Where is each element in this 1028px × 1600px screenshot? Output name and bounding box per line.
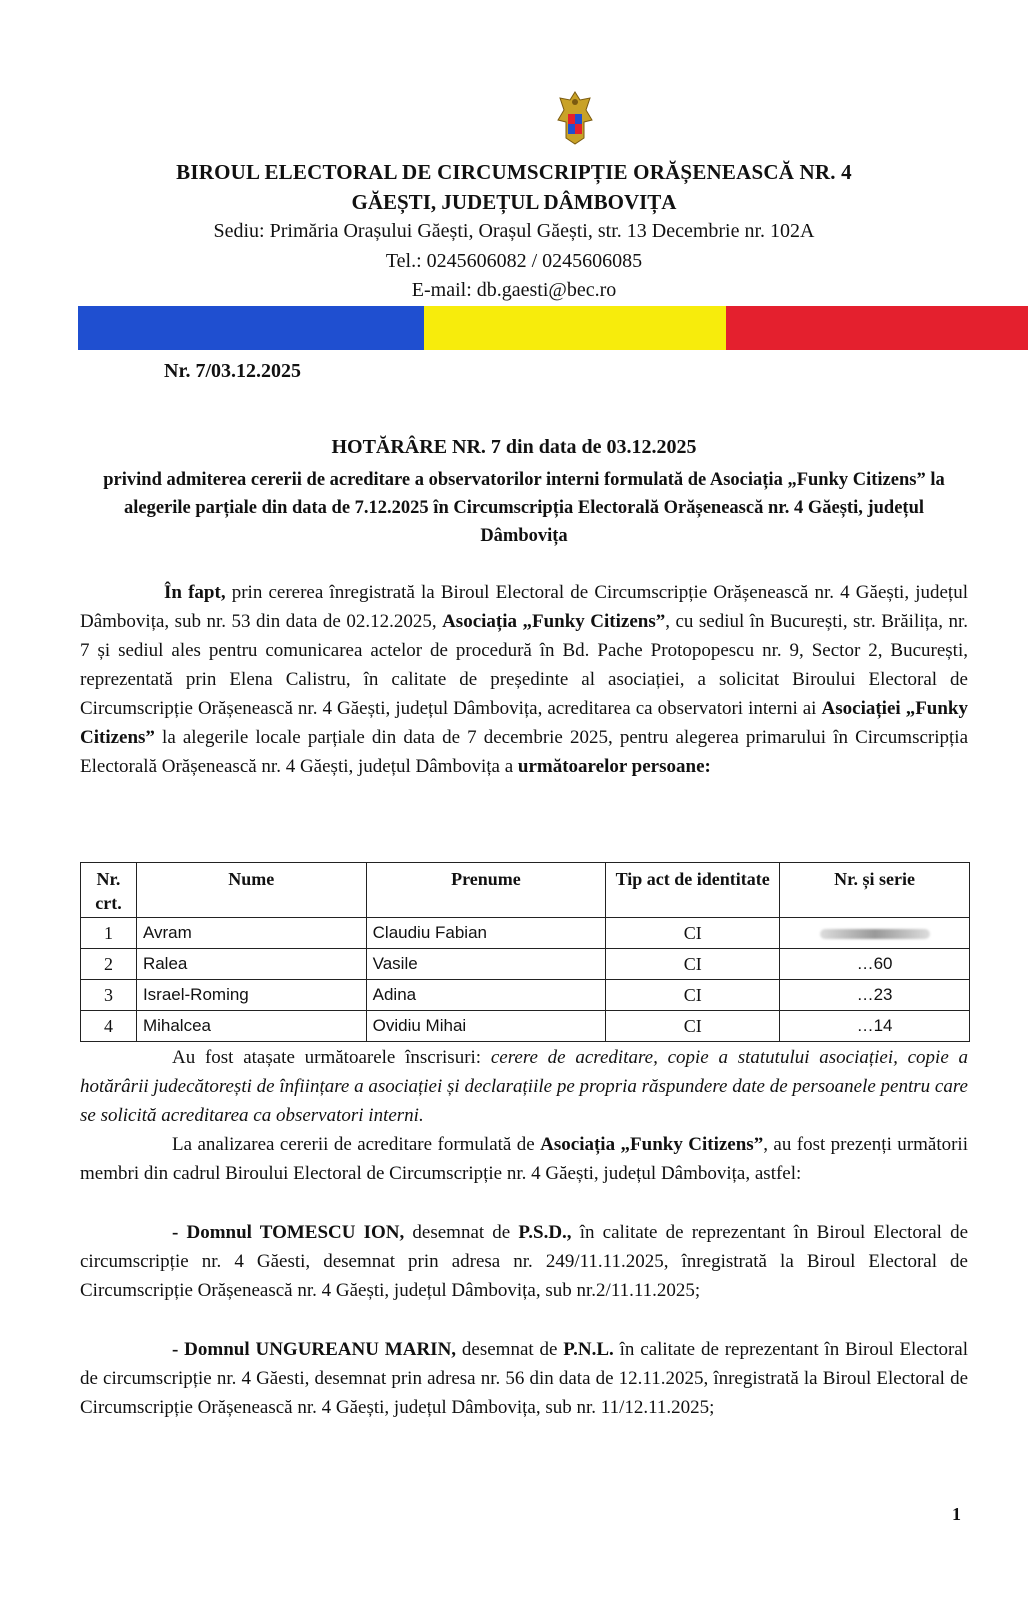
text: La analizarea cererii de acreditare formulată de (172, 1134, 541, 1155)
cell-prenume: Ovidiu Mihai (366, 1011, 606, 1042)
cell-serie-redacted: …60 (780, 949, 970, 980)
col-header-tip: Tip act de identitate (606, 863, 780, 918)
text: Au fost atașate următoarele înscrisuri: (172, 1047, 491, 1068)
header-institution-line1: BIROUL ELECTORAL DE CIRCUMSCRIPȚIE ORĂȘENEASCĂ NR. 4 (176, 160, 852, 184)
cell-tip: CI (606, 980, 780, 1011)
cell-prenume: Claudiu Fabian (366, 918, 606, 949)
document-number: Nr. 7/03.12.2025 (164, 360, 302, 382)
table-row (81, 949, 970, 980)
table-row (81, 918, 970, 949)
header-address: Sediu: Primăria Orașului Găești, Orașul Găești, str. 13 Decembrie nr. 102A (213, 220, 815, 242)
col-header-nume: Nume (136, 863, 366, 918)
col-header-prenume: Prenume (366, 863, 606, 918)
member-name: - Domnul UNGUREANU MARIN, (172, 1339, 457, 1360)
cell-prenume: Adina (366, 980, 606, 1011)
lead-text: În fapt, (164, 582, 226, 603)
cell-nume: Ralea (136, 949, 366, 980)
cell-nr: 3 (81, 980, 137, 1011)
text: prin cererea înregistrată la Biroul Electoral de Circumscripție Orășenească nr. 4 Găești, județul Dâmbovița, sub nr. 53 din data de 02.12.2025, (80, 582, 968, 632)
text: la alegerile locale parțiale din data de 7 decembrie 2025, pentru alegerea primarului în Circumscripția Electorală Orășenească nr. 4 Găești, județul Dâmbovița a (80, 727, 968, 777)
romanian-coat-of-arms-icon (556, 90, 594, 146)
member-name: - Domnul TOMESCU ION, (172, 1222, 405, 1243)
col-header-serie: Nr. și serie (780, 863, 970, 918)
party-name: P.S.D., (518, 1222, 572, 1243)
cell-prenume: Vasile (366, 949, 606, 980)
text: în calitate de reprezentant în Biroul Electoral de circumscripție nr. 4 Găesti, desemnat prin adresa nr. 56 din data de 12.11.2025, înregistrată la Biroul Electoral de Circumscripție Orășenească nr. 4 Găești, județul Dâmbovița, sub nr. 11/12.11.2025; (80, 1339, 969, 1418)
cell-nume: Mihalcea (136, 1011, 366, 1042)
association-name: Asociației „Funky Citizens” (80, 698, 969, 748)
decision-subtitle: privind admiterea cererii de acreditare a observatorilor interni formulată de Asociația „Funky Citizens” la alegerile parțiale din data de 7.12.2025 în Circumscripția Electorală Orășenească nr. 4 Găești, județul Dâmbovița (103, 470, 945, 546)
col-header-nr: Nr. crt. (81, 863, 137, 918)
table-row (81, 980, 970, 1011)
observers-table (80, 862, 970, 1042)
association-name: Asociația „Funky Citizens” (540, 1134, 764, 1155)
text: desemnat de (456, 1339, 564, 1360)
cell-nr: 2 (81, 949, 137, 980)
flag-stripe-yellow (424, 306, 726, 350)
header-phone: Tel.: 0245606082 / 0245606085 (385, 250, 643, 272)
paragraph-facts (80, 578, 968, 781)
cell-nr: 4 (81, 1011, 137, 1042)
paragraph-attachments (80, 1043, 968, 1130)
cell-serie-redacted: …23 (780, 980, 970, 1011)
table-row (81, 1011, 970, 1042)
association-name: Asociația „Funky Citizens” (442, 611, 666, 632)
header-email: E-mail: db.gaesti@bec.ro (411, 279, 617, 301)
decision-title: HOTĂRÂRE NR. 7 din data de 03.12.2025 (331, 436, 697, 458)
cell-tip: CI (606, 949, 780, 980)
paragraph-members-present (80, 1130, 968, 1188)
flag-stripe-blue (78, 306, 424, 350)
cell-serie-redacted: …14 (780, 1011, 970, 1042)
cell-nr: 1 (81, 918, 137, 949)
text: în calitate de reprezentant în Biroul Electoral de circumscripție nr. 4 Găesti, desemnat prin adresa nr. 249/11.11.2025, înregistrată la Biroul Electoral de Circumscripție Orășenească nr. 4 Găești, județul Dâmbovița, sub nr.2/11.11.2025; (80, 1222, 969, 1301)
text: , cu sediul în București, str. Brăilița, nr. 7 și sediul ales pentru comunicarea actelor de procedură în Bd. Pache Protopopescu nr. 9, Sector 2, București, reprezentată prin Elena Calistru, în calitate de președinte al asociației, a solicitat Biroului Electoral de Circumscripție Orășenească nr. 4 Găești, județul Dâmbovița, acreditarea ca observatori interni ai (80, 611, 968, 719)
cell-tip: CI (606, 918, 780, 949)
page-number: 1 (952, 1504, 961, 1524)
table-header-row (81, 863, 970, 918)
text: desemnat de (404, 1222, 519, 1243)
cell-tip: CI (606, 1011, 780, 1042)
party-name: P.N.L. (563, 1339, 614, 1360)
text: , au fost prezenți următorii membri din cadrul Biroului Electoral de Circumscripție nr. 4 Găești, județul Dâmbovița, astfel: (80, 1134, 968, 1184)
cell-serie-redacted (780, 918, 970, 949)
header-institution-line2: GĂEȘTI, JUDEȚUL DÂMBOVIȚA (351, 190, 677, 214)
attachments-list: cerere de acreditare, copie a statutului asociației, copie a hotărârii judecătorești de înființare a asociației și declarațiile pe propria răspundere date de persoanele pentru care se solicită acreditarea ca observatori interni. (80, 1047, 968, 1126)
redaction-blur (820, 929, 930, 939)
paragraph-member-ungureanu (80, 1335, 968, 1422)
persons-lead: următoarelor persoane: (517, 756, 711, 777)
cell-nume: Israel-Roming (136, 980, 366, 1011)
cell-nume: Avram (136, 918, 366, 949)
paragraph-member-tomescu (80, 1218, 968, 1305)
flag-stripe-red (726, 306, 1028, 350)
